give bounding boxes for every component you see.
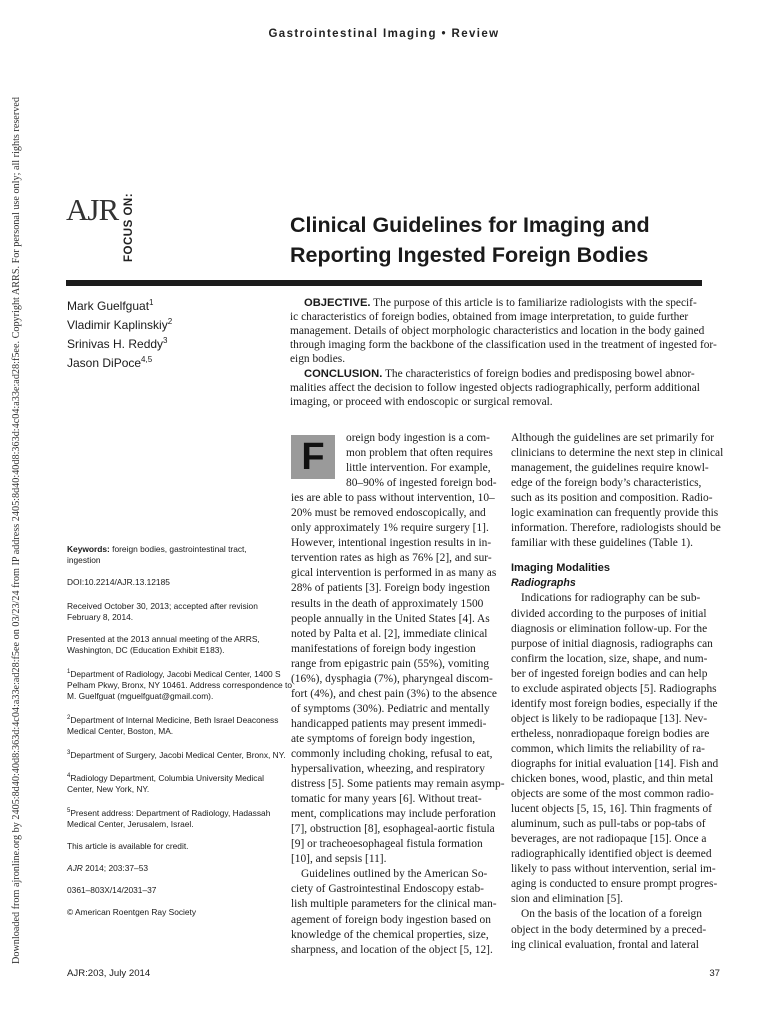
- abstract-line: malities affect the decision to follow ingested objects radiographically, perform additional: [290, 382, 700, 394]
- text-line: results in the death of approximately 1500: [291, 597, 484, 610]
- abstract-line: OBJECTIVE. The purpose of this article is to familiarize radiologists with the specif-: [304, 297, 697, 309]
- running-head: Gastrointestinal Imaging • Review: [268, 28, 500, 40]
- body-column-1: [291, 431, 505, 958]
- text-line: purpose of initial diagnosis, radiographs can: [511, 637, 713, 650]
- text-line: [9] or tracheoesophageal fistula formation: [291, 838, 483, 851]
- text-line: such as its position and composition. Radio-: [511, 492, 713, 505]
- text-line: identify most foreign bodies, especially if the: [511, 697, 718, 710]
- citation: AJR 2014; 203:37–53: [67, 862, 149, 873]
- abstract-line: through imaging form the backbone of the classification used in the treatment of ingested for-: [290, 339, 717, 351]
- text-line: diagnosis or elimination follow-up. For the: [511, 622, 708, 635]
- focus-on-label: [123, 192, 139, 266]
- text-line: only approximately 1% require surgery [1].: [291, 522, 489, 535]
- credit-note: This article is available for credit.: [67, 840, 189, 851]
- received-dates: Received October 30, 2013; accepted after revision February 8, 2014.: [67, 601, 258, 622]
- text-line: lucent objects [5, 15, 16]. Thin fragments of: [511, 803, 712, 816]
- ajr-focus-on-logo: [66, 190, 156, 270]
- text-line: of symptoms (30%). Pediatric and mentally: [291, 702, 490, 715]
- text-line: Guidelines outlined by the American So-: [301, 868, 488, 881]
- drop-cap: F: [291, 435, 335, 479]
- text-line: knowledge of the chemical properties, size,: [291, 928, 489, 941]
- footer-journal-issue: AJR:203, July 2014: [67, 968, 151, 979]
- author: Srinivas H. Reddy$^3$: [67, 336, 168, 351]
- text-line: beverages, are not radiopaque [15]. Once a: [511, 833, 707, 846]
- text-line: 20% must be removed endoscopically, and: [291, 507, 486, 520]
- text-line: chicken bones, wood, plastic, and thin metal: [511, 773, 714, 786]
- text-line: diographs for initial evaluation [14]. Fish and: [511, 757, 719, 770]
- affiliation-3: $^3$Department of Surgery, Jacobi Medical Center, Bronx, NY.: [67, 749, 286, 760]
- text-line: [7], obstruction [8], esophageal-aortic fistula: [291, 823, 495, 836]
- section-heading: Imaging Modalities: [511, 562, 611, 575]
- text-line: common, which limits the reliability of ra-: [511, 742, 705, 755]
- text-line: sharpness, and location of the object [5, 12].: [291, 943, 493, 956]
- text-line: mon problem that often requires: [346, 447, 493, 460]
- affiliation-5: $^5$Present address: Department of Radiology, Hadassah Medical Center, Jerusalem, Israel.: [67, 807, 271, 829]
- text-line: object is likely to be radiopaque [13]. Nev-: [511, 712, 708, 725]
- text-line: (16%), dysphagia (7%), pharyngeal discom-: [291, 672, 493, 685]
- text-line: fort (4%), and chest pain (3%) to the absence: [291, 687, 497, 700]
- title-line-2: Reporting Ingested Foreign Bodies: [290, 243, 649, 267]
- doi: DOI:10.2214/AJR.13.12185: [67, 577, 170, 587]
- subsection-heading: Radiographs: [511, 577, 576, 590]
- text-line: commonly including choking, refusal to eat,: [291, 747, 493, 760]
- text-line: logic examination can frequently provide this: [511, 507, 719, 520]
- text-line: divided according to the purposes of initial: [511, 607, 707, 620]
- abstract-line: imaging, or proceed with endoscopic or surgical removal.: [290, 396, 553, 408]
- ajr-logo-text: AJR: [66, 192, 119, 227]
- title-rule: [66, 280, 702, 286]
- objective-heading: OBJECTIVE.: [304, 297, 371, 309]
- text-line: familiar with these guidelines (Table 1).: [511, 537, 694, 550]
- text-line: oreign body ingestion is a com-: [346, 432, 490, 444]
- affiliation-2: $^2$Department of Internal Medicine, Beth Israel Deaconess Medical Center, Boston, MA.: [67, 714, 279, 736]
- text-line: ertheless, nonradiopaque foreign bodies are: [511, 727, 710, 740]
- text-line: ing clinical evaluation, frontal and lateral: [511, 938, 699, 951]
- text-line: Indications for radiography can be sub-: [521, 592, 701, 605]
- affiliation-1: $^1$Department of Radiology, Jacobi Medical Center, 1400 S Pelham Pkwy, Bronx, NY 10461. Address correspondence to M. Guelfguat (mguelfguat@gmail.com).: [67, 668, 293, 701]
- download-watermark: [1, 64, 22, 964]
- text-line: range from epigastric pain (55%), vomiting: [291, 657, 490, 670]
- author-list: [67, 295, 172, 371]
- text-line: confirm the location, size, shape, and num-: [511, 652, 708, 665]
- text-line: object in the body determined by a preced-: [511, 923, 707, 936]
- text-line: objects are some of the most common radio-: [511, 788, 714, 801]
- text-line: information. Therefore, radiologists should be: [511, 522, 721, 535]
- text-line: [10], and sepsis [11].: [291, 853, 387, 866]
- text-line: ies are able to pass without intervention, 10–: [291, 492, 495, 505]
- text-line: Although the guidelines are set primarily for: [511, 432, 715, 444]
- text-line: noted by Palta et al. [2], immediate clinical: [291, 627, 488, 640]
- text-line: ber of ingested foreign bodies and can help: [511, 667, 708, 680]
- download-watermark-text: Downloaded from ajronline.org by 2405:8d40:40d8:363d:4c04:a33e:ad28:f5ee on 03/23/24 from IP address 2405:8d40:40d8:363d:4c04:a33e:ad28:f5ee. Copyright ARRS. For personal use only; all rights reserved: [11, 97, 22, 964]
- text-line: handicapped patients may present immedi-: [291, 717, 487, 730]
- article-metadata: [67, 544, 293, 929]
- text-line: edge of the foreign body’s characteristics,: [511, 477, 702, 490]
- text-line: likely to pass without intervention, serial im-: [511, 863, 716, 876]
- text-line: However, intentional ingestion results in in-: [291, 537, 492, 550]
- text-line: clinicians to determine the next step in clinical: [511, 447, 724, 460]
- text-line: hypersalivation, wheezing, and respiratory: [291, 763, 485, 776]
- text-line: gical intervention is performed in as many as: [291, 567, 497, 580]
- text-line: ment, complications may include perforation: [291, 808, 496, 821]
- text-line: 28% of patients [3]. Foreign body ingestion: [291, 582, 490, 595]
- abstract-line: eign bodies.: [290, 353, 346, 365]
- page-number: 37: [709, 968, 720, 979]
- copyright: © American Roentgen Ray Society: [67, 906, 197, 917]
- text-line: management, the guidelines require knowl-: [511, 462, 709, 475]
- author: Vladimir Kaplinskiy$^2$: [67, 317, 173, 332]
- keywords: Keywords: foreign bodies, gastrointestinal tract, ingestion: [67, 544, 247, 565]
- author: Jason DiPoce$^{4,5}$: [67, 355, 153, 370]
- text-line: ciety of Gastrointestinal Endoscopy estab-: [291, 883, 484, 896]
- conclusion-heading: CONCLUSION.: [304, 368, 383, 380]
- text-line: tervention rates as high as 76% [2], and sur-: [291, 552, 492, 565]
- article-title: [290, 210, 730, 270]
- focus-on-text: FOCUS ON:: [123, 192, 135, 262]
- text-line: little intervention. For example,: [346, 462, 491, 475]
- text-line: lish multiple parameters for the clinical man-: [291, 898, 497, 911]
- text-line: ate symptoms of foreign body ingestion,: [291, 732, 476, 745]
- text-line: people annually in the United States [4]. As: [291, 612, 490, 625]
- abstract-line: ic characteristics of foreign bodies, obtained from image interpretation, to guide further: [290, 311, 689, 323]
- author: Mark Guelfguat$^1$: [67, 298, 154, 313]
- text-line: aging is conducted to ensure prompt progres-: [511, 878, 718, 891]
- affiliation-4: $^4$Radiology Department, Columbia University Medical Center, New York, NY.: [67, 773, 264, 795]
- text-line: radiographically identified object is deemed: [511, 848, 712, 861]
- abstract-line: management. Details of object morphologic characteristics and location in the body gained: [290, 325, 705, 337]
- text-line: tomatic for many years [6]. Without treat-: [291, 793, 482, 806]
- abstract-line: CONCLUSION. The characteristics of foreign bodies and predisposing bowel abnor-: [304, 368, 695, 380]
- text-line: 80–90% of ingested foreign bod-: [346, 477, 497, 490]
- text-line: to exclude aspirated objects [5]. Radiographs: [511, 682, 717, 695]
- text-line: sion and elimination [5].: [511, 893, 623, 906]
- text-line: agement of foreign body ingestion based on: [291, 913, 491, 926]
- title-line-1: Clinical Guidelines for Imaging and: [290, 213, 650, 237]
- text-line: manifestations of foreign body ingestion: [291, 642, 476, 655]
- presented-note: Presented at the 2013 annual meeting of the ARRS, Washington, DC (Education Exhibit E183).: [67, 634, 260, 655]
- text-line: On the basis of the location of a foreign: [521, 908, 702, 921]
- text-line: aluminum, such as pull-tabs or pop-tabs of: [511, 818, 706, 831]
- issn: 0361–803X/14/2031–37: [67, 884, 157, 895]
- body-column-2: [511, 431, 724, 953]
- text-line: distress [5]. Some patients may remain asymp-: [291, 778, 505, 791]
